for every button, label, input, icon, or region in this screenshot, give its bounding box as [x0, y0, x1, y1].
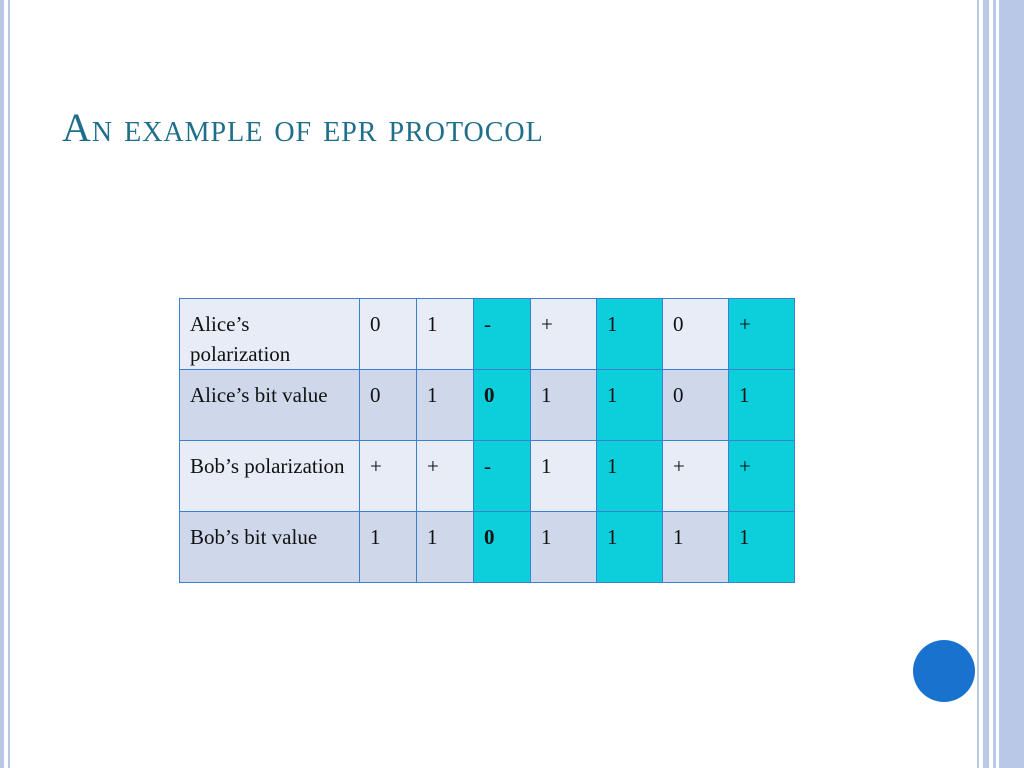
table-cell-highlighted: 1	[597, 370, 663, 441]
slide-title: An example of epr protocol	[62, 105, 544, 150]
table-row-bob-bit-value	[180, 512, 795, 583]
row-label: Bob’s polarization	[180, 441, 360, 512]
circle-decoration-icon	[913, 640, 975, 702]
table-cell: 0	[663, 299, 729, 370]
table-row-alice-bit-value	[180, 370, 795, 441]
table-cell-highlighted: 1	[729, 370, 795, 441]
table-cell-highlighted: 1	[597, 441, 663, 512]
table-cell: 1	[417, 299, 474, 370]
right-border-stripe	[993, 0, 996, 768]
right-border-band	[999, 0, 1024, 768]
left-border	[0, 0, 4, 768]
row-label: Alice’s bit value	[180, 370, 360, 441]
table-cell: 0	[360, 370, 417, 441]
table-cell: 0	[360, 299, 417, 370]
table-cell: 1	[663, 512, 729, 583]
table-row-bob-polarization	[180, 441, 795, 512]
table-cell-highlighted: 1	[729, 512, 795, 583]
table-cell: 1	[417, 370, 474, 441]
table-cell: 1	[531, 370, 597, 441]
table-cell: 0	[663, 370, 729, 441]
table-row-alice-polarization	[180, 299, 795, 370]
table-cell: 1	[417, 512, 474, 583]
table-cell-highlighted: 1	[597, 299, 663, 370]
table-cell: +	[663, 441, 729, 512]
table-cell-highlighted: 0	[474, 370, 531, 441]
table-cell: +	[360, 441, 417, 512]
left-border-line	[8, 0, 10, 768]
epr-table	[179, 298, 795, 583]
row-label: Bob’s bit value	[180, 512, 360, 583]
table-cell-highlighted: 1	[597, 512, 663, 583]
table-cell-highlighted: -	[474, 299, 531, 370]
table-cell: 1	[360, 512, 417, 583]
table-cell-highlighted: 0	[474, 512, 531, 583]
right-border-stripe	[977, 0, 979, 768]
table-cell: 1	[531, 441, 597, 512]
table-cell: +	[531, 299, 597, 370]
right-border-stripe	[983, 0, 989, 768]
table-cell-highlighted: -	[474, 441, 531, 512]
table-cell: +	[417, 441, 474, 512]
table-cell-highlighted: +	[729, 441, 795, 512]
row-label: Alice’s polarization	[180, 299, 360, 370]
table-cell-highlighted: +	[729, 299, 795, 370]
table-cell: 1	[531, 512, 597, 583]
